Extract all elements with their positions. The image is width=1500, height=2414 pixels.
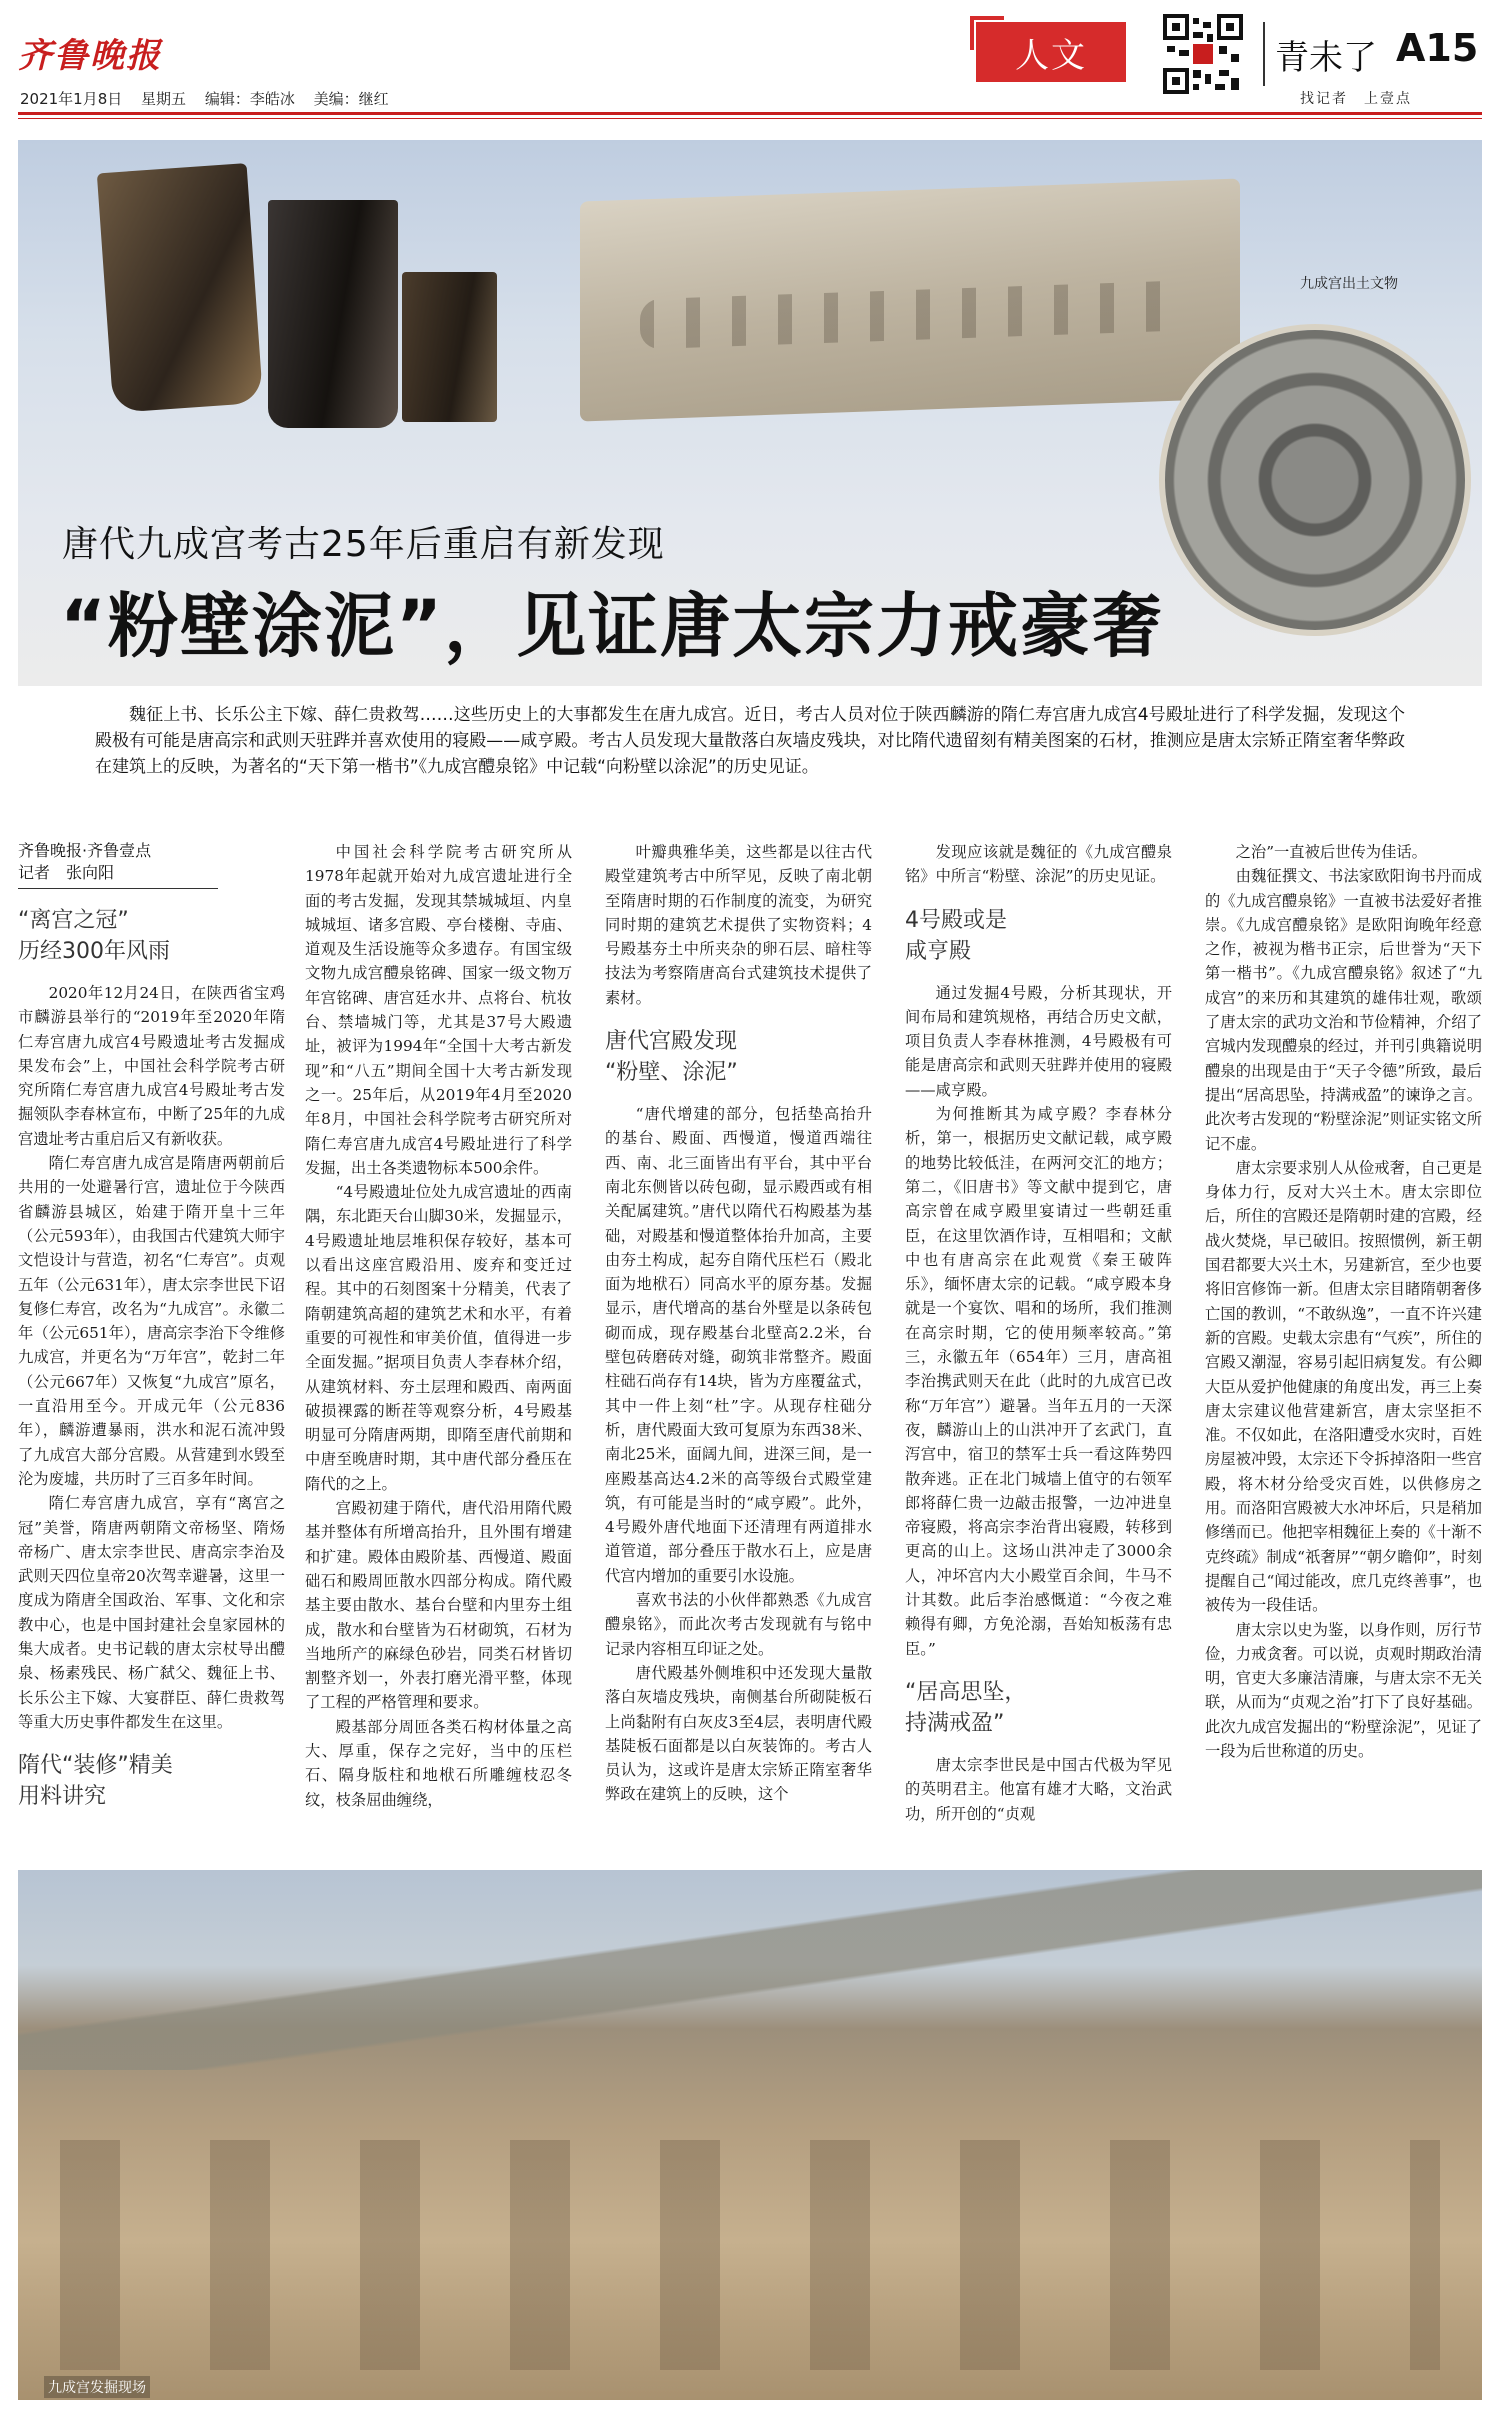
section-name: 青未了 xyxy=(1275,38,1377,78)
paragraph: “4号殿遗址位处九成宫遗址的西南隅，东北距天台山脚30米，发掘显示，4号殿遗址地层堆积保存较好，基本可以看出这座宫殿沿用、废弃和变迁过程。其中的石刻图案十分精美，代表了隋朝建筑高超的建筑艺术和水平，有着重要的可视性和审美价值，值得进一步全面发掘。”据项目负责人李春林介绍，从建筑材料、夯土层理和殿西、南两面破损裸露的断茬等观察分析，4号殿基明显可分隋唐两期，即隋至唐代前期和中唐至晚唐时期，其中唐代部分叠压在隋代的之上。 xyxy=(305,1183,572,1493)
section-subhead: “居高思坠， 持满戒盈” xyxy=(905,1679,1027,1736)
paragraph: 殿基部分周匝各类石构材体量之高大、厚重，保存之完好，当中的压栏石、隔身版柱和地栿石所雕缠枝忍冬纹，枝条屈曲缠绕， xyxy=(305,1717,572,1809)
section-tab: 人文 xyxy=(976,22,1126,82)
paragraph: 发现应该就是魏征的《九成宫醴泉铭》中所言“粉壁、涂泥”的历史见证。 xyxy=(905,843,1172,886)
article-column-1 xyxy=(18,840,285,1826)
section-subhead: “离宫之冠” 历经300年风雨 xyxy=(18,908,170,964)
paragraph: 2020年12月24日，在陕西省宝鸡市麟游县举行的“2019年至2020年隋仁寿宫唐九成宫4号殿遗址考古发掘成果发布会”上，中国社会科学院考古研究所隋仁寿宫唐九成宫4号殿址考古发掘领队李春林宣布，中断了25年的九成宫遗址考古重启后又有新收获。 xyxy=(18,984,285,1148)
paragraph: 隋仁寿宫唐九成宫是隋唐两朝前后共用的一处避暑行宫，遗址位于今陕西省麟游县城区，始建于隋开皇十三年（公元593年），由我国古代建筑大师宇文恺设计与营造，初名“仁寿宫”。贞观五年（公元631年），唐太宗李世民下诏复修仁寿宫，改名为“九成宫”。永徽二年（公元651年），唐高宗李治下令维修九成宫，并更名为“万年宫”，乾封二年（公元667年）又恢复“九成宫”原名，一直沿用至今。开成元年（公元836年），麟游遭暴雨，洪水和泥石流冲毁了九成宫大部分宫殿。从营建到水毁至沦为废墟，共历时了三百多年时间。 xyxy=(18,1154,285,1488)
section-subhead: 4号殿或是 咸亨殿 xyxy=(905,907,1007,964)
newspaper-logo: 齐鲁晚报 xyxy=(18,36,162,76)
paragraph: 宫殿初建于隋代，唐代沿用隋代殿基并整体有所增高抬升，且外围有增建和扩建。殿体由殿阶基、西慢道、殿面础石和殿周匝散水四部分构成。隋代殿基主要由散水、基台台壁和内里夯土组成，散水和台壁皆为石材砌筑，石材为当地所产的麻绿色砂岩，同类石材皆切割整齐划一，外表打磨光滑平整，体现了工程的严格管理和要求。 xyxy=(305,1499,572,1712)
article-column-4 xyxy=(905,840,1172,1826)
byline-rule xyxy=(18,888,218,889)
qr-code-icon xyxy=(1163,14,1243,94)
paragraph: 由魏征撰文、书法家欧阳询书丹而成的《九成宫醴泉铭》一直被书法爱好者推崇。《九成宫醴泉铭》是欧阳询晚年经意之作，被视为楷书正宗，后世誉为“天下第一楷书”。《九成宫醴泉铭》叙述了“九成宫”的来历和其建筑的雄伟壮观，歌颂了唐太宗的武功文治和节俭精神，介绍了宫城内发现醴泉的经过，并刊引典籍说明醴泉的出现是由于“天子令德”所致，最后提出“居高思坠，持满戒盈”的谏诤之言。此次考古发现的“粉壁涂泥”则证实铭文所记不虚。 xyxy=(1205,867,1482,1153)
byline-outlet: 齐鲁晚报·齐鲁壹点 xyxy=(18,841,152,860)
byline-reporter: 记者 张向阳 xyxy=(18,863,115,882)
section-subhead: 唐代宫殿发现 “粉壁、涂泥” xyxy=(605,1029,738,1086)
page-number: A15 xyxy=(1396,26,1479,70)
issue-editor: 编辑：李皓冰 xyxy=(204,90,295,108)
masthead-rule xyxy=(18,112,1482,115)
paragraph: 之治”一直被后世传为佳话。 xyxy=(1235,843,1427,861)
article-column-3 xyxy=(605,840,872,1807)
paragraph: “唐代增建的部分，包括垫高抬升的基台、殿面、西慢道，慢道西端往西、南、北三面皆出有平台，其中平台南北东侧皆以砖包砌，显示殿西或有相关配属建筑。”唐代以隋代石构殿基为基础，对殿基和慢道整体抬升加高，主要由夯土构成，起夯自隋代压栏石（殿北面为地栿石）同高水平的原夯基。发掘显示，唐代增高的基台外壁是以条砖包砌而成，现存殿基台北壁高2.2米，台壁包砖磨砖对缝，砌筑非常整齐。殿面柱础石尚存有14块，皆为方座覆盆式，其中一件上刻“杜”字。从现存柱础分析，唐代殿面大致可复原为东西38米、南北25米，面阔九间，进深三间，是一座殿基高达4.2米的高等级台式殿堂建筑，有可能是当时的“咸亨殿”。此外，4号殿外唐代地面下还清理有两道排水道管道，部分叠压于散水石上，应是唐代宫内增加的重要引水设施。 xyxy=(605,1105,872,1585)
lotus-tile-medallion xyxy=(1165,330,1465,630)
paragraph: 喜欢书法的小伙伴都熟悉《九成宫醴泉铭》，而此次考古发现就有与铭中记录内容相互印证之处。 xyxy=(605,1591,872,1658)
paragraph: 通过发掘4号殿，分析其现状，开间布局和建筑规格，再结合历史文献，项目负责人李春林推测，4号殿极有可能是唐高宗和武则天驻跸并使用的寝殿——咸亨殿。 xyxy=(905,983,1172,1099)
masthead-rule-thin xyxy=(18,118,1482,119)
relic-tile-photo xyxy=(402,272,497,422)
contact-line: 找记者 上壹点 xyxy=(1300,91,1412,107)
site-photo-caption: 九成宫发掘现场 xyxy=(44,2376,150,2398)
issue-date: 2021年1月8日 xyxy=(20,90,123,108)
excavation-site-pits xyxy=(60,2140,1440,2370)
issue-meta xyxy=(20,88,403,109)
relic-tile-photo xyxy=(97,163,263,413)
article-column-5 xyxy=(1205,840,1482,1763)
section-subhead: 隋代“装修”精美 用料讲究 xyxy=(18,1753,173,1810)
masthead-divider xyxy=(1263,22,1265,86)
article-lead: 魏征上书、长乐公主下嫁、薛仁贵救驾……这些历史上的大事都发生在唐九成宫。近日，考古人员对位于陕西麟游的隋仁寿宫唐九成宫4号殿址进行了科学发掘，发现这个殿极有可能是唐高宗和武则天驻跸并喜欢使用的寝殿——咸亨殿。考古人员发现大量散落白灰墙皮残块，对比隋代遗留刻有精美图案的石材，推测应是唐太宗矫正隋室奢华弊政在建筑上的反映，为著名的“天下第一楷书”《九成宫醴泉铭》中记载“向粉壁以涂泥”的历史见证。 xyxy=(95,705,1405,777)
hero-caption: 九成宫出土文物 xyxy=(1300,276,1398,292)
paragraph: 中国社会科学院考古研究所从1978年起就开始对九成宫遗址进行全面的考古发掘，发现其禁城城垣、内皇城城垣、诸多宫殿、亭台楼榭、寺庙、道观及生活设施等众多遗存。有国宝级文物九成宫醴泉铭碑、国家一级文物万年宫铭碑、唐宫廷水井、点将台、杭妆台、禁墙城门等，尤其是37号大殿遗址，被评为1994年“全国十大考古新发现”和“八五”期间全国十大考古新发现之一。25年后，从2019年4月至2020年8月，中国社会科学院考古研究所对隋仁寿宫唐九成宫4号殿址进行了科学发掘，出土各类遗物标本500余件。 xyxy=(305,843,572,1177)
paragraph: 唐太宗要求别人从俭戒奢，自己更是身体力行，反对大兴土木。唐太宗即位后，所住的宫殿还是隋朝时建的宫殿，经战火焚烧，早已破旧。按照惯例，新王朝国君都要大兴土木，另建新宫，至少也要将旧宫修饰一新。但唐太宗目睹隋朝奢侈亡国的教训，“不敢纵逸”，一直不许兴建新的宫殿。史载太宗患有“气疾”，所住的宫殿又潮湿，容易引起旧病复发。有公卿大臣从爱护他健康的角度出发，再三上奏唐太宗建议他营建新宫，唐太宗坚拒不准。不仅如此，在洛阳遭受水灾时，百姓房屋被冲毁，太宗还下令拆掉洛阳一些宫殿，将木材分给受灾百姓，以供修房之用。而洛阳宫殿被大水冲坏后，只是稍加修缮而已。他把宰相魏征上奏的《十渐不克终疏》制成“祇奢屏”“朝夕瞻仰”，时刻提醒自己“闻过能改，庶几克终善事”，也被传为一段佳话。 xyxy=(1205,1158,1482,1615)
paragraph: 隋仁寿宫唐九成宫，享有“离宫之冠”美誉，隋唐两朝隋文帝杨坚、隋炀帝杨广、唐太宗李世民、唐高宗李治及武则天四位皇帝20次驾幸避暑，这里一度成为隋唐全国政治、军事、文化和宗教中心，也是中国封建社会皇家园林的集大成者。史书记载的唐太宗杖导出醴泉、杨素残民、杨广弑父、魏征上书、长乐公主下嫁、大宴群臣、薛仁贵救驾等重大历史事件都发生在这里。 xyxy=(18,1494,285,1731)
relic-tile-photo xyxy=(268,200,398,428)
issue-designer: 美编：继红 xyxy=(313,90,389,108)
paragraph: 唐太宗李世民是中国古代极为罕见的英明君主。他富有雄才大略，文治武功，所开创的“贞观 xyxy=(905,1755,1172,1823)
issue-weekday: 星期五 xyxy=(141,90,187,108)
excavation-site-hills xyxy=(18,1870,1482,2070)
article-column-2 xyxy=(305,840,572,1812)
article-headline: “粉壁涂泥”，见证唐太宗力戒豪奢 xyxy=(60,585,1165,667)
paragraph: 叶瓣典雅华美，这些都是以往古代殿堂建筑考古中所罕见，反映了南北朝至隋唐时期的石作制度的流变，为研究同时期的建筑艺术提供了实物资料；4号殿基夯土中所夹杂的卵石层、暗柱等技法为考察隋唐高台式建筑技术提供了素材。 xyxy=(605,843,872,1007)
paragraph: 唐太宗以史为鉴，以身作则，厉行节俭，力戒贪奢。可以说，贞观时期政治清明，官吏大多廉洁清廉，与唐太宗不无关联，从而为“贞观之治”打下了良好基础。此次九成宫发掘出的“粉壁涂泥”，见证了一段为后世称道的历史。 xyxy=(1205,1620,1482,1760)
paragraph: 唐代殿基外侧堆积中还发现大量散落白灰墙皮残块，南侧基台所砌陡板石上尚黏附有白灰皮3至4层，表明唐代殿基陡板石面都是以白灰装饰的。考古人员认为，这或许是唐太宗矫正隋室奢华弊政在建筑上的反映，这个 xyxy=(605,1663,872,1804)
paragraph: 为何推断其为咸亨殿？李春林分析，第一，根据历史文献记载，咸亨殿的地势比较低洼，在两河交汇的地方；第二，《旧唐书》等文献中提到它，唐高宗曾在咸亨殿里宴请过一些朝廷重臣，在这里饮酒作诗，互相唱和；文献中也有唐高宗在此观赏《秦王破阵乐》，缅怀唐太宗的记载。“咸亨殿本身就是一个宴饮、唱和的场所，我们推测在高宗时期，它的使用频率较高。”第三，永徽五年（654年）三月，唐高祖李治携武则天在此（此时的九成宫已改称“万年宫”）避暑。当年五月的一天深夜，麟游山上的山洪冲开了玄武门，直泻宫中，宿卫的禁军士兵一看这阵势四散奔逃。正在北门城墙上值守的右领军郎将薛仁贵一边敲击报警，一边冲进皇帝寝殿，将高宗李治背出寝殿，转移到更高的山上。这场山洪冲走了3000余人，冲坏宫内大小殿堂百余间，牛马不计其数。此后李治感慨道：“今夜之难赖得有卿，方免沦溺，吾始知板荡有忠臣。” xyxy=(905,1105,1172,1658)
article-subhead: 唐代九成宫考古25年后重启有新发现 xyxy=(62,524,665,565)
